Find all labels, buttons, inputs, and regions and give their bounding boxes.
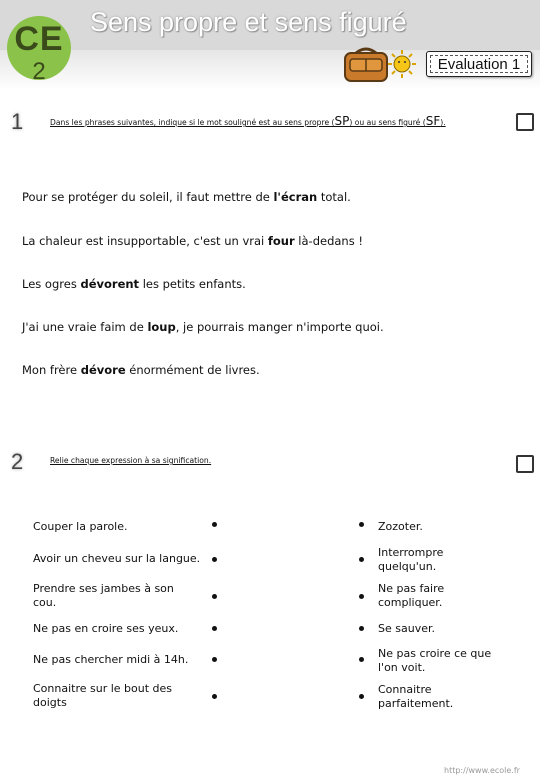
meaning-3: Ne pas faire compliquer. — [378, 582, 445, 609]
meaning-5: Ne pas croire ce que l'on voit. — [378, 647, 492, 674]
meaning-1: Zozoter. — [378, 520, 423, 533]
sentence-2: La chaleur est insupportable, c'est un vrai four là-dedans ! — [22, 234, 363, 248]
page-title: Sens propre et sens figuré — [90, 7, 407, 37]
expression-6: Connaitre sur le bout des doigts — [33, 682, 173, 709]
evaluation-label — [426, 51, 532, 77]
expression-2: Avoir un cheveu sur la langue. — [33, 552, 201, 565]
exercise-2-checkbox[interactable] — [516, 455, 534, 473]
connect-dot-right-4[interactable] — [359, 626, 364, 631]
connect-dot-left-6[interactable] — [212, 694, 217, 699]
connect-dot-left-4[interactable] — [212, 626, 217, 631]
connect-dot-right-3[interactable] — [359, 594, 364, 599]
expression-5: Ne pas chercher midi à 14h. — [33, 653, 189, 666]
expression-4: Ne pas en croire ses yeux. — [33, 622, 179, 635]
sun-icon — [388, 50, 416, 78]
sentence-4: J'ai une vraie faim de loup, je pourrais manger n'importe quoi. — [22, 320, 384, 334]
connect-dot-right-1[interactable] — [359, 522, 364, 527]
exercise-1-instruction: Dans les phrases suivantes, indique si le mot souligné est au sens propre (SP) ou au sens figuré (SF). — [50, 114, 446, 128]
exercise-1-number: 1 — [11, 109, 24, 134]
connect-dot-right-5[interactable] — [359, 657, 364, 662]
level-badge-number: 2 — [32, 58, 46, 85]
schoolbag-illustration — [342, 44, 420, 84]
connect-dot-left-1[interactable] — [212, 522, 217, 527]
sentence-5: Mon frère dévore énormément de livres. — [22, 363, 260, 377]
exercise-2-number: 2 — [11, 449, 24, 474]
exercise-2-instruction: Relie chaque expression à sa signification. — [50, 456, 212, 465]
connect-dot-right-2[interactable] — [359, 557, 364, 562]
connect-dot-right-6[interactable] — [359, 694, 364, 699]
meaning-2: Interrompre quelqu'un. — [378, 546, 444, 573]
connect-dot-left-5[interactable] — [212, 657, 217, 662]
sentence-1: Pour se protéger du soleil, il faut mettre de l'écran total. — [22, 190, 351, 204]
level-badge-text: CE — [14, 20, 64, 58]
expression-1: Couper la parole. — [33, 520, 128, 533]
exercise-1-checkbox[interactable] — [516, 113, 534, 131]
sentence-3: Les ogres dévorent les petits enfants. — [22, 277, 246, 291]
evaluation-text: Evaluation 1 — [430, 55, 528, 73]
meaning-4: Se sauver. — [378, 622, 435, 635]
expression-3: Prendre ses jambes à son cou. — [33, 582, 174, 609]
connect-dot-left-3[interactable] — [212, 594, 217, 599]
footer-url: http://www.ecole.fr — [444, 766, 520, 775]
connect-dot-left-2[interactable] — [212, 557, 217, 562]
meaning-6: Connaitre parfaitement. — [378, 683, 454, 710]
